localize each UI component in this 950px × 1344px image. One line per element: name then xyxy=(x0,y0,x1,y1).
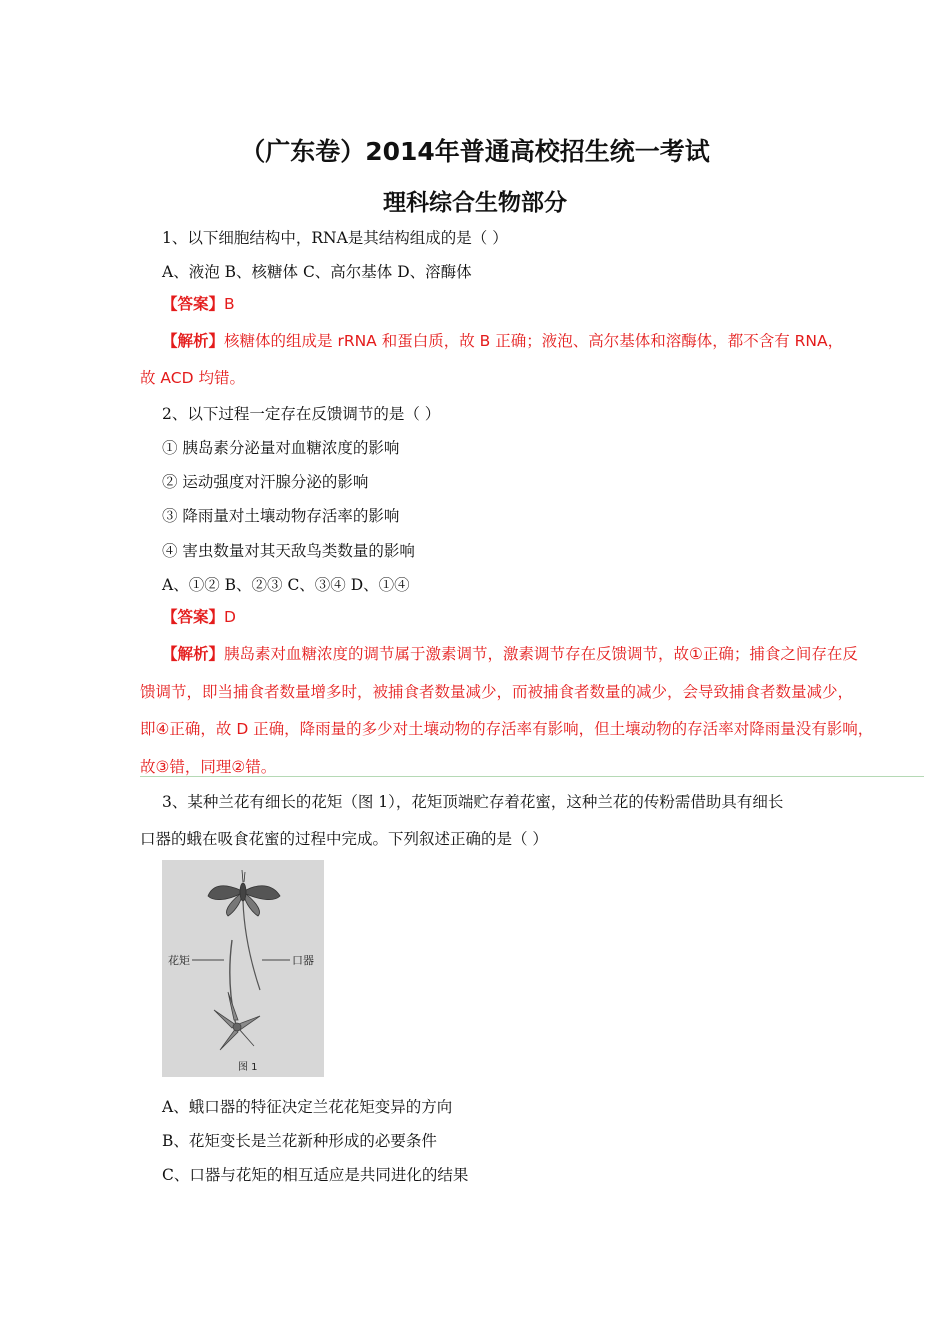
q1-analysis-line-1 xyxy=(162,331,843,351)
q1-analysis-line-2: 故 ACD 均错。 xyxy=(140,369,245,387)
answer-value: D xyxy=(224,608,236,626)
orchid-moth-figure xyxy=(162,860,324,1077)
section-divider xyxy=(140,776,924,777)
q2-analysis-line-1 xyxy=(162,644,858,664)
q2-options: A、①② B、②③ C、③④ D、①④ xyxy=(162,576,410,594)
q3-stem-line-2: 口器的蛾在吸食花蜜的过程中完成。下列叙述正确的是（ ） xyxy=(140,830,548,848)
q3-option-a: A、蛾口器的特征决定兰花花矩变异的方向 xyxy=(162,1098,453,1116)
analysis-text: 胰岛素对血糖浓度的调节属于激素调节，激素调节存在反馈调节，故①正确；捕食之间存在反 xyxy=(224,645,858,663)
q2-analysis-line-3: 即④正确，故 D 正确，降雨量的多少对土壤动物的存活率有影响，但土壤动物的存活率对降雨量没有影响， xyxy=(140,720,874,738)
page-title: （广东卷）2014年普通高校招生统一考试 xyxy=(240,137,710,166)
q2-analysis-line-2: 馈调节，即当捕食者数量增多时，被捕食者数量减少，而被捕食者数量的减少，会导致捕食者数量减少， xyxy=(140,683,854,701)
q3-option-b: B、花矩变长是兰花新种形成的必要条件 xyxy=(162,1132,437,1150)
q1-options: A、液泡 B、核糖体 C、高尔基体 D、溶酶体 xyxy=(162,263,472,281)
analysis-text: 核糖体的组成是 rRNA 和蛋白质，故 B 正确；液泡、高尔基体和溶酶体，都不含有 RNA， xyxy=(224,332,844,350)
analysis-tag: 【解析】 xyxy=(162,645,225,663)
answer-value: B xyxy=(224,295,235,313)
q2-item-3: ③ 降雨量对土壤动物存活率的影响 xyxy=(162,507,400,525)
q2-item-1: ① 胰岛素分泌量对血糖浓度的影响 xyxy=(162,439,400,457)
q2-analysis-line-4: 故③错，同理②错。 xyxy=(140,758,277,776)
q2-item-4: ④ 害虫数量对其天敌鸟类数量的影响 xyxy=(162,542,415,560)
answer-tag: 【答案】 xyxy=(162,295,225,313)
q1-stem: 1、以下细胞结构中，RNA是其结构组成的是（ ） xyxy=(162,229,508,247)
mouthpart-label: 口器 xyxy=(292,954,314,967)
q1-answer xyxy=(162,294,235,314)
q3-stem-line-1: 3、某种兰花有细长的花矩（图 1），花矩顶端贮存着花蜜，这种兰花的传粉需借助具有细长 xyxy=(162,793,784,811)
q2-item-2: ② 运动强度对汗腺分泌的影响 xyxy=(162,473,369,491)
answer-tag: 【答案】 xyxy=(162,608,225,626)
q2-answer xyxy=(162,607,236,627)
q3-option-c: C、口器与花矩的相互适应是共同进化的结果 xyxy=(162,1166,469,1184)
page-subtitle: 理科综合生物部分 xyxy=(383,190,567,216)
analysis-tag: 【解析】 xyxy=(162,332,225,350)
q2-stem: 2、以下过程一定存在反馈调节的是（ ） xyxy=(162,405,441,423)
figure-caption: 图 1 xyxy=(238,1062,258,1073)
spur-label: 花矩 xyxy=(168,954,190,967)
